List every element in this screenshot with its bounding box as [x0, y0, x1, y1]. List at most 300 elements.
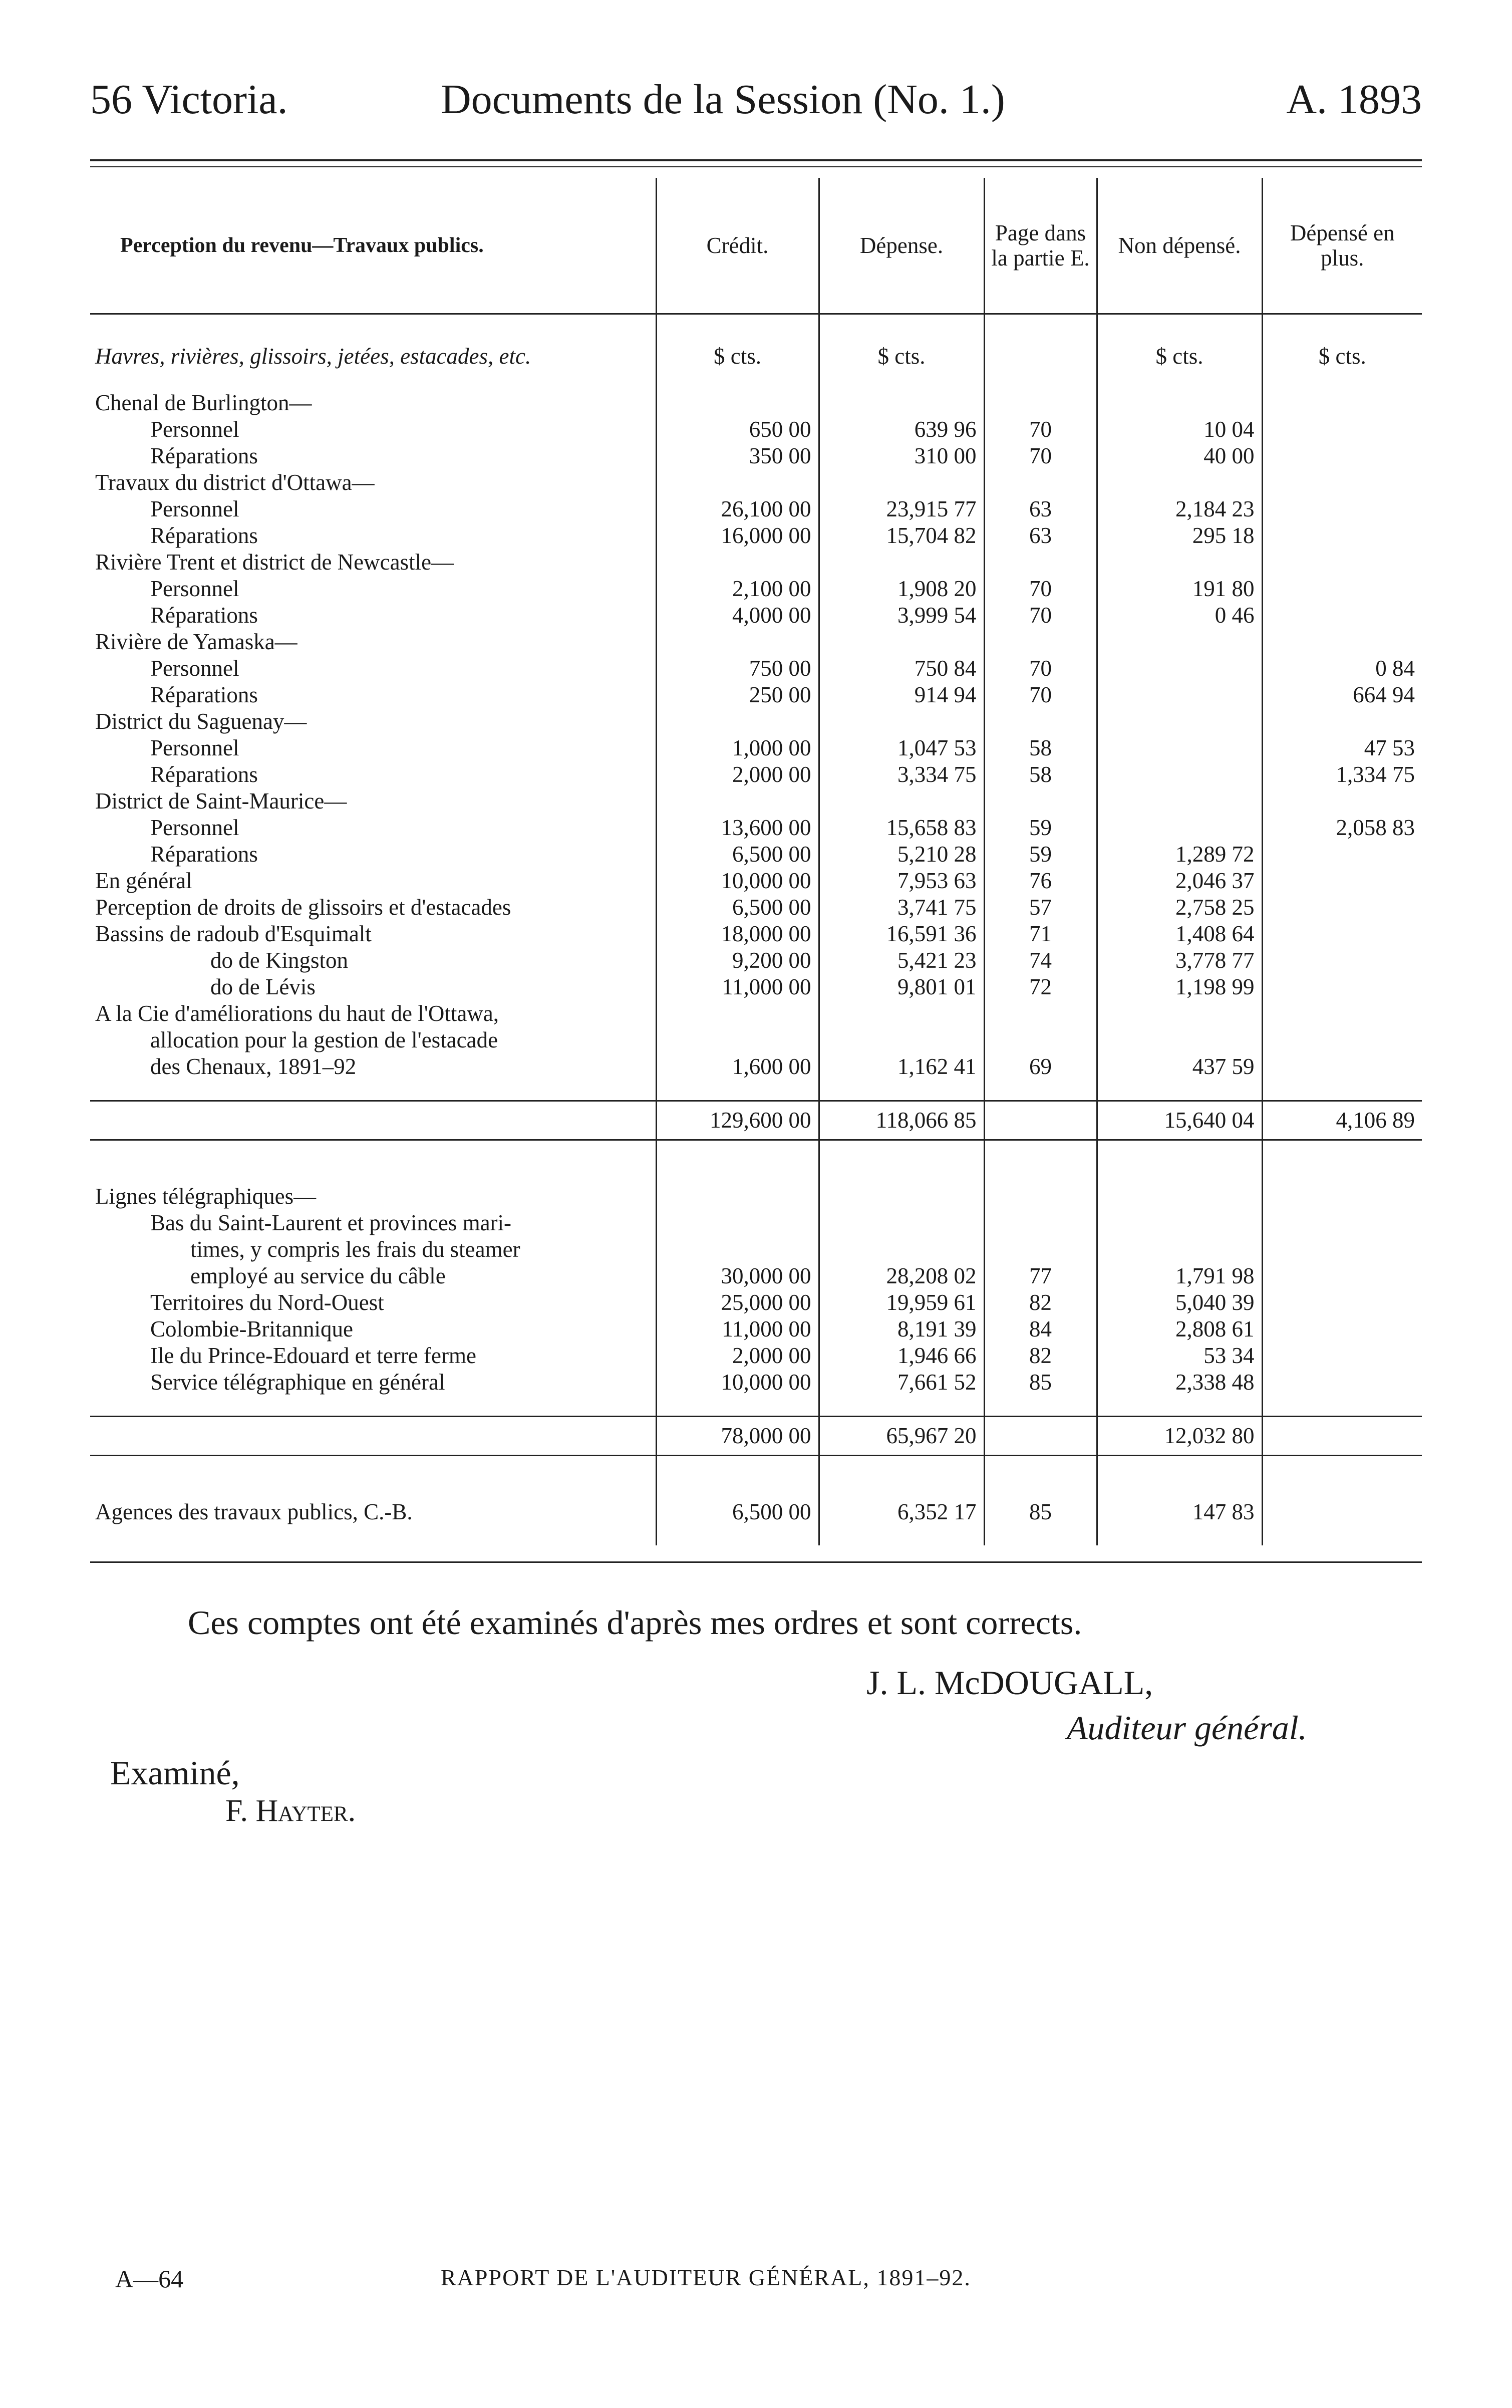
cell-credit: $ cts.	[656, 314, 819, 370]
cell-page	[984, 370, 1097, 390]
cell-non	[1097, 1000, 1262, 1027]
cell-page	[984, 629, 1097, 655]
cell-page: 71	[984, 921, 1097, 947]
cell-plus	[1262, 576, 1422, 602]
cell-depense: 23,915 77	[819, 496, 984, 522]
cell-plus: 47 53	[1262, 735, 1422, 761]
row-label	[90, 1101, 656, 1140]
cell-non	[1097, 1183, 1262, 1210]
table-row	[90, 1236, 1422, 1263]
cell-credit	[656, 788, 819, 815]
cell-depense	[819, 788, 984, 815]
cell-depense	[819, 708, 984, 735]
cell-depense	[819, 1000, 984, 1027]
cell-plus	[1262, 1316, 1422, 1343]
row-label: Personnel	[150, 576, 239, 601]
table-row	[90, 1210, 1422, 1236]
cell-non	[1097, 1140, 1262, 1184]
table-row	[90, 815, 1422, 841]
col-non-depense: Non dépensé.	[1097, 178, 1262, 314]
cell-plus: $ cts.	[1262, 314, 1422, 370]
row-label: Réparations	[150, 762, 258, 787]
cell-non: 147 83	[1097, 1499, 1262, 1525]
cell-plus: 2,058 83	[1262, 815, 1422, 841]
table-row	[90, 602, 1422, 629]
cell-non: 12,032 80	[1097, 1417, 1262, 1456]
cell-page: 70	[984, 682, 1097, 708]
cell-credit	[656, 1027, 819, 1053]
cell-credit	[656, 1525, 819, 1545]
cell-credit	[656, 1140, 819, 1184]
header-center: Documents de la Session (No. 1.)	[441, 76, 1005, 123]
cell-page	[984, 1183, 1097, 1210]
cell-plus	[1262, 1027, 1422, 1053]
cell-non: $ cts.	[1097, 314, 1262, 370]
cell-credit: 10,000 00	[656, 868, 819, 894]
cell-plus	[1262, 921, 1422, 947]
cell-credit: 9,200 00	[656, 947, 819, 974]
cell-credit: 13,600 00	[656, 815, 819, 841]
row-label: Personnel	[150, 815, 239, 840]
spacer-row	[90, 370, 1422, 390]
cell-non: 295 18	[1097, 522, 1262, 549]
signature-name: J. L. McDOUGALL,	[866, 1664, 1153, 1702]
cell-depense: 8,191 39	[819, 1316, 984, 1343]
cell-page: 74	[984, 947, 1097, 974]
row-label: Service télégraphique en général	[150, 1370, 445, 1395]
footer-page-ref: A—64	[115, 2265, 184, 2293]
total-row	[90, 1101, 1422, 1140]
table-row	[90, 947, 1422, 974]
row-label: Rivière de Yamaska—	[95, 629, 297, 654]
footer-title: RAPPORT DE L'AUDITEUR GÉNÉRAL, 1891–92.	[441, 2265, 971, 2290]
cell-depense: 639 96	[819, 416, 984, 443]
table-row	[90, 708, 1422, 735]
cell-page: 70	[984, 602, 1097, 629]
spacer-row	[90, 1080, 1422, 1101]
cell-depense: 28,208 02	[819, 1263, 984, 1289]
cell-page	[984, 1140, 1097, 1184]
table-row	[90, 1343, 1422, 1369]
cell-non: 2,808 61	[1097, 1316, 1262, 1343]
row-label	[90, 1456, 656, 1499]
col-page: Page dans la partie E.	[984, 178, 1097, 314]
cell-page	[984, 1210, 1097, 1236]
cell-plus	[1262, 894, 1422, 921]
table-row	[90, 894, 1422, 921]
cell-non	[1097, 1525, 1262, 1545]
examined-label: Examiné,	[110, 1754, 240, 1792]
row-label: Bassins de radoub d'Esquimalt	[95, 921, 372, 946]
cell-page: 69	[984, 1053, 1097, 1080]
cell-credit	[656, 1183, 819, 1210]
cell-non: 15,640 04	[1097, 1101, 1262, 1140]
cell-page: 84	[984, 1316, 1097, 1343]
examined-name: F. Hayter.	[225, 1794, 356, 1828]
cell-depense	[819, 1236, 984, 1263]
cell-plus	[1262, 370, 1422, 390]
row-label: Lignes télégraphiques—	[95, 1184, 317, 1209]
cell-page	[984, 1027, 1097, 1053]
cell-depense	[819, 1396, 984, 1417]
cell-depense	[819, 469, 984, 496]
table-row	[90, 1263, 1422, 1289]
table-row	[90, 682, 1422, 708]
cell-depense: 1,908 20	[819, 576, 984, 602]
section-title-row	[90, 314, 1422, 370]
row-label: Travaux du district d'Ottawa—	[95, 470, 375, 495]
cell-credit	[656, 370, 819, 390]
row-label: Personnel	[150, 735, 239, 760]
row-label: Personnel	[150, 417, 239, 442]
cell-depense	[819, 629, 984, 655]
cell-credit: 26,100 00	[656, 496, 819, 522]
cell-depense	[819, 1140, 984, 1184]
cell-plus	[1262, 1140, 1422, 1184]
cell-depense: 1,047 53	[819, 735, 984, 761]
cell-depense: 6,352 17	[819, 1499, 984, 1525]
cell-plus	[1262, 1417, 1422, 1456]
cell-non	[1097, 629, 1262, 655]
cell-non: 1,198 99	[1097, 974, 1262, 1000]
cell-depense	[819, 1525, 984, 1545]
cell-credit	[656, 390, 819, 416]
cell-depense: 118,066 85	[819, 1101, 984, 1140]
cell-non: 437 59	[1097, 1053, 1262, 1080]
cell-credit: 78,000 00	[656, 1417, 819, 1456]
cell-non	[1097, 682, 1262, 708]
cell-credit: 30,000 00	[656, 1263, 819, 1289]
cell-plus	[1262, 868, 1422, 894]
certification-text: Ces comptes ont été examinés d'après mes ordres et sont corrects.	[188, 1603, 1082, 1642]
cell-credit: 250 00	[656, 682, 819, 708]
table-row	[90, 841, 1422, 868]
cell-credit: 4,000 00	[656, 602, 819, 629]
cell-page	[984, 469, 1097, 496]
row-label: Réparations	[150, 603, 258, 628]
cell-page: 72	[984, 974, 1097, 1000]
row-label: Perception de droits de glissoirs et d'estacades	[95, 895, 511, 920]
cell-credit: 10,000 00	[656, 1369, 819, 1396]
cell-non	[1097, 815, 1262, 841]
row-label: En général	[95, 868, 192, 893]
cell-credit	[656, 708, 819, 735]
table-row	[90, 576, 1422, 602]
table-row	[90, 1316, 1422, 1343]
cell-depense: 15,658 83	[819, 815, 984, 841]
cell-plus	[1262, 947, 1422, 974]
spacer-row	[90, 1525, 1422, 1545]
row-label: District du Saguenay—	[95, 709, 307, 734]
cell-depense: 1,162 41	[819, 1053, 984, 1080]
cell-plus	[1262, 522, 1422, 549]
cell-credit: 2,100 00	[656, 576, 819, 602]
row-label	[90, 1080, 656, 1101]
header-rule-top	[90, 159, 1422, 161]
agences-row	[90, 1499, 1422, 1525]
cell-credit	[656, 1210, 819, 1236]
cell-plus	[1262, 1499, 1422, 1525]
row-label: des Chenaux, 1891–92	[150, 1054, 357, 1079]
cell-page: 58	[984, 761, 1097, 788]
cell-plus	[1262, 841, 1422, 868]
col-depense: Dépense.	[819, 178, 984, 314]
cell-plus	[1262, 1210, 1422, 1236]
cell-depense	[819, 390, 984, 416]
row-label	[90, 1525, 656, 1545]
cell-plus	[1262, 549, 1422, 576]
cell-plus	[1262, 1343, 1422, 1369]
cell-plus	[1262, 1525, 1422, 1545]
table-row	[90, 416, 1422, 443]
cell-credit: 2,000 00	[656, 761, 819, 788]
row-label: Havres, rivières, glissoirs, jetées, estacades, etc.	[95, 344, 531, 369]
cell-page: 70	[984, 655, 1097, 682]
cell-credit: 6,500 00	[656, 1499, 819, 1525]
table-row	[90, 390, 1422, 416]
cell-plus	[1262, 708, 1422, 735]
table-row	[90, 655, 1422, 682]
cell-plus	[1262, 469, 1422, 496]
row-label: Colombie-Britannique	[150, 1316, 353, 1342]
table-row	[90, 735, 1422, 761]
row-label: Bas du Saint-Laurent et provinces mari-	[150, 1210, 512, 1235]
header-rule-bottom	[90, 166, 1422, 167]
cell-credit: 1,000 00	[656, 735, 819, 761]
cell-non: 0 46	[1097, 602, 1262, 629]
cell-page: 82	[984, 1343, 1097, 1369]
cell-depense: 15,704 82	[819, 522, 984, 549]
cell-plus	[1262, 602, 1422, 629]
row-label	[90, 1396, 656, 1417]
cell-depense: 1,946 66	[819, 1343, 984, 1369]
row-label: District de Saint-Maurice—	[95, 788, 347, 814]
cell-non	[1097, 788, 1262, 815]
table-row	[90, 761, 1422, 788]
row-label: allocation pour la gestion de l'estacade	[150, 1027, 498, 1052]
row-label: Chenal de Burlington—	[95, 390, 312, 415]
cell-credit: 11,000 00	[656, 1316, 819, 1343]
cell-plus: 4,106 89	[1262, 1101, 1422, 1140]
cell-non: 2,046 37	[1097, 868, 1262, 894]
row-label: Territoires du Nord-Ouest	[150, 1290, 384, 1315]
cell-depense: 750 84	[819, 655, 984, 682]
cell-depense	[819, 549, 984, 576]
cell-page: 58	[984, 735, 1097, 761]
cell-depense: 3,334 75	[819, 761, 984, 788]
cell-depense: 65,967 20	[819, 1417, 984, 1456]
table-row	[90, 1369, 1422, 1396]
cell-plus	[1262, 1396, 1422, 1417]
row-label: Réparations	[150, 523, 258, 548]
cell-non: 2,338 48	[1097, 1369, 1262, 1396]
row-label	[90, 370, 656, 390]
row-label: employé au service du câble	[190, 1263, 446, 1288]
cell-non: 1,791 98	[1097, 1263, 1262, 1289]
cell-page	[984, 1236, 1097, 1263]
cell-non	[1097, 1456, 1262, 1499]
cell-depense: 5,421 23	[819, 947, 984, 974]
row-label: Rivière Trent et district de Newcastle—	[95, 550, 454, 575]
table-row	[90, 1027, 1422, 1053]
cell-plus	[1262, 1080, 1422, 1101]
cell-page: 57	[984, 894, 1097, 921]
cell-non	[1097, 1210, 1262, 1236]
cell-non: 2,184 23	[1097, 496, 1262, 522]
cell-depense: 16,591 36	[819, 921, 984, 947]
row-label	[90, 1140, 656, 1184]
row-label: do de Lévis	[210, 974, 316, 999]
table-bottom-rule	[90, 1561, 1422, 1563]
cell-credit: 11,000 00	[656, 974, 819, 1000]
table-row	[90, 1289, 1422, 1316]
cell-plus	[1262, 390, 1422, 416]
cell-page	[984, 314, 1097, 370]
table-row	[90, 921, 1422, 947]
row-label: Agences des travaux publics, C.-B.	[95, 1499, 413, 1524]
cell-page: 59	[984, 841, 1097, 868]
cell-depense: 7,661 52	[819, 1369, 984, 1396]
header-left: 56 Victoria.	[90, 76, 288, 123]
cell-page: 76	[984, 868, 1097, 894]
table-header-row	[90, 178, 1422, 314]
row-label: Réparations	[150, 682, 258, 707]
col-depense-plus: Dépensé en plus.	[1262, 178, 1422, 314]
cell-page: 82	[984, 1289, 1097, 1316]
cell-depense	[819, 370, 984, 390]
cell-non: 10 04	[1097, 416, 1262, 443]
cell-plus	[1262, 1183, 1422, 1210]
cell-credit	[656, 1396, 819, 1417]
ledger-table	[90, 178, 1422, 1545]
cell-depense	[819, 1183, 984, 1210]
cell-depense: 5,210 28	[819, 841, 984, 868]
cell-page	[984, 1396, 1097, 1417]
cell-plus	[1262, 1456, 1422, 1499]
cell-credit	[656, 1236, 819, 1263]
table-row	[90, 1183, 1422, 1210]
table-row	[90, 1053, 1422, 1080]
cell-page	[984, 1525, 1097, 1545]
cell-non	[1097, 655, 1262, 682]
signature-title: Auditeur général.	[1067, 1709, 1307, 1747]
cell-non	[1097, 735, 1262, 761]
cell-credit: 650 00	[656, 416, 819, 443]
cell-credit: 129,600 00	[656, 1101, 819, 1140]
cell-credit	[656, 469, 819, 496]
table-row	[90, 868, 1422, 894]
cell-plus	[1262, 1000, 1422, 1027]
row-label: Réparations	[150, 443, 258, 468]
cell-depense: 3,741 75	[819, 894, 984, 921]
cell-credit: 16,000 00	[656, 522, 819, 549]
cell-non: 3,778 77	[1097, 947, 1262, 974]
spacer-row	[90, 1456, 1422, 1499]
cell-page	[984, 708, 1097, 735]
cell-page	[984, 1101, 1097, 1140]
table-row	[90, 496, 1422, 522]
cell-plus	[1262, 629, 1422, 655]
col-credit: Crédit.	[656, 178, 819, 314]
cell-depense: 7,953 63	[819, 868, 984, 894]
cell-page: 70	[984, 416, 1097, 443]
cell-credit: 350 00	[656, 443, 819, 469]
cell-plus: 664 94	[1262, 682, 1422, 708]
row-label: Réparations	[150, 842, 258, 867]
spacer-row	[90, 1140, 1422, 1184]
cell-plus	[1262, 1263, 1422, 1289]
cell-plus	[1262, 1053, 1422, 1080]
row-label: Personnel	[150, 496, 239, 521]
cell-page: 63	[984, 522, 1097, 549]
cell-plus	[1262, 974, 1422, 1000]
table-row	[90, 522, 1422, 549]
cell-credit: 1,600 00	[656, 1053, 819, 1080]
cell-depense: 19,959 61	[819, 1289, 984, 1316]
cell-page: 85	[984, 1369, 1097, 1396]
row-label: Ile du Prince-Edouard et terre ferme	[150, 1343, 476, 1368]
cell-page	[984, 1000, 1097, 1027]
table-row	[90, 469, 1422, 496]
cell-plus	[1262, 788, 1422, 815]
cell-credit: 6,500 00	[656, 894, 819, 921]
cell-non	[1097, 761, 1262, 788]
cell-page: 59	[984, 815, 1097, 841]
table-row	[90, 974, 1422, 1000]
table-title: Perception du revenu—Travaux publics.	[90, 178, 656, 314]
cell-plus: 0 84	[1262, 655, 1422, 682]
cell-depense: 310 00	[819, 443, 984, 469]
cell-non: 1,408 64	[1097, 921, 1262, 947]
cell-page	[984, 549, 1097, 576]
cell-page: 85	[984, 1499, 1097, 1525]
cell-depense: 3,999 54	[819, 602, 984, 629]
table-row	[90, 629, 1422, 655]
cell-plus	[1262, 1369, 1422, 1396]
cell-depense	[819, 1456, 984, 1499]
cell-non: 191 80	[1097, 576, 1262, 602]
cell-non: 5,040 39	[1097, 1289, 1262, 1316]
cell-credit: 25,000 00	[656, 1289, 819, 1316]
row-label: A la Cie d'améliorations du haut de l'Ottawa,	[95, 1001, 499, 1026]
cell-non: 1,289 72	[1097, 841, 1262, 868]
header-right: A. 1893	[1286, 76, 1422, 123]
cell-non: 40 00	[1097, 443, 1262, 469]
cell-credit: 2,000 00	[656, 1343, 819, 1369]
cell-depense	[819, 1027, 984, 1053]
cell-credit	[656, 1000, 819, 1027]
cell-credit	[656, 1080, 819, 1101]
row-label: times, y compris les frais du steamer	[190, 1237, 520, 1262]
cell-non	[1097, 390, 1262, 416]
total-row	[90, 1417, 1422, 1456]
cell-non	[1097, 1236, 1262, 1263]
cell-non	[1097, 1027, 1262, 1053]
cell-plus	[1262, 496, 1422, 522]
cell-credit	[656, 1456, 819, 1499]
cell-credit	[656, 629, 819, 655]
cell-credit: 18,000 00	[656, 921, 819, 947]
cell-credit: 750 00	[656, 655, 819, 682]
cell-plus: 1,334 75	[1262, 761, 1422, 788]
table-row	[90, 1000, 1422, 1027]
cell-depense: 914 94	[819, 682, 984, 708]
cell-non	[1097, 1396, 1262, 1417]
cell-non	[1097, 1080, 1262, 1101]
cell-non: 2,758 25	[1097, 894, 1262, 921]
cell-depense: 9,801 01	[819, 974, 984, 1000]
cell-page	[984, 788, 1097, 815]
